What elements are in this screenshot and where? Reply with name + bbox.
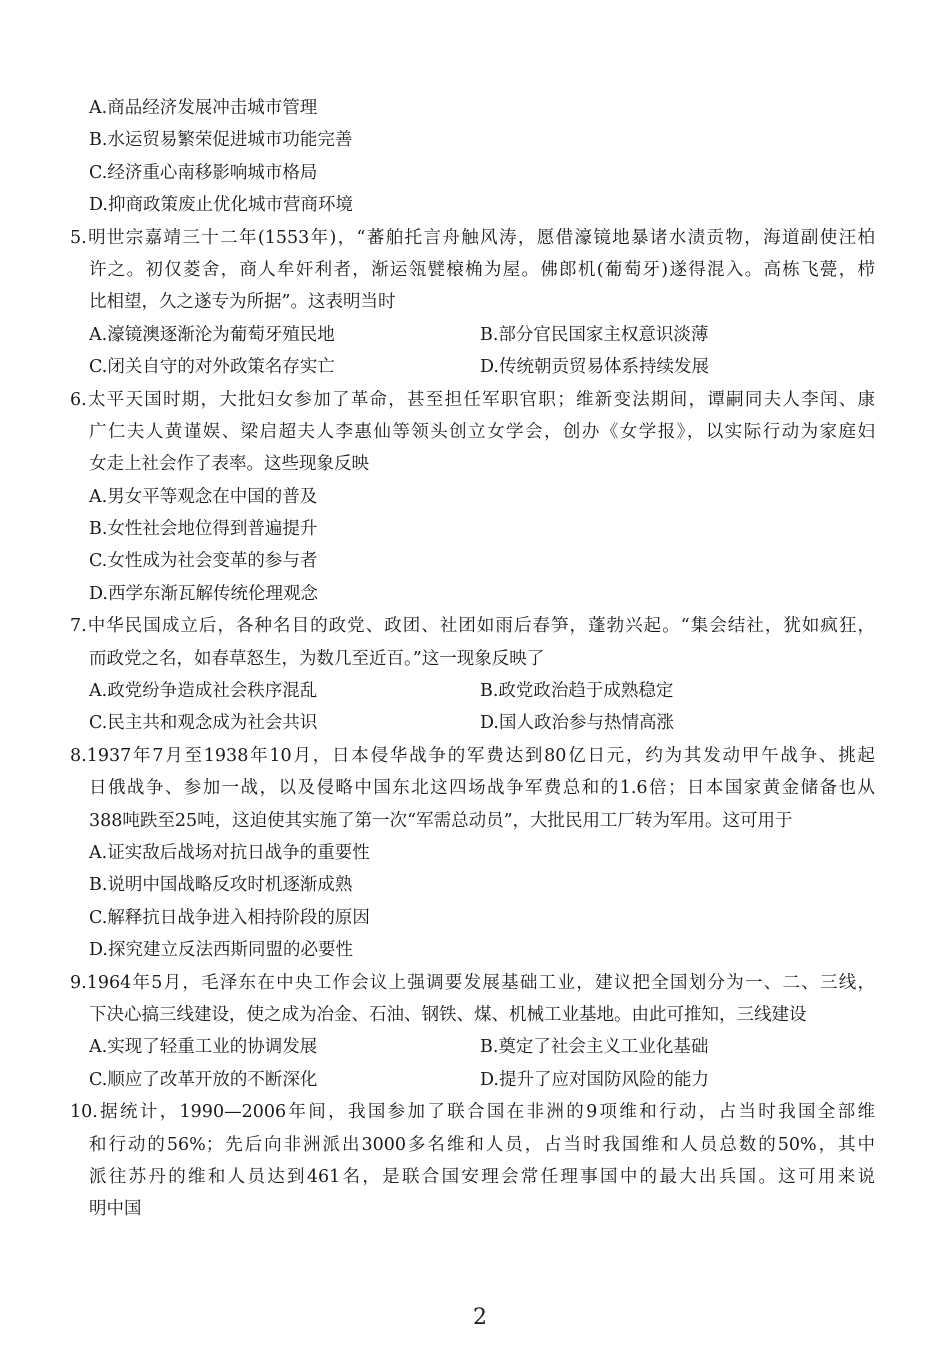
q4-option-c: C.经济重心南移影响城市格局: [89, 162, 318, 183]
q6-option-a: A.男女平等观念在中国的普及: [89, 486, 318, 507]
q8-option-c: C.解释抗日战争进入相持阶段的原因: [89, 907, 370, 928]
q6-stem-line: 女走上社会作了表率。这些现象反映: [89, 454, 369, 475]
q9-options-row: [89, 1064, 950, 1096]
q8-stem-line: 日俄战争、参加一战，以及侵略中国东北这四场战争军费总和的1.6倍；日本国家黄金储备也从: [89, 778, 875, 799]
q5-options-row: [89, 351, 950, 383]
q10-stem-line: 和行动的56%；先后向非洲派出3000多名维和人员，占当时我国维和人员总数的50%，其中: [89, 1134, 875, 1155]
q5-options-row: [89, 319, 950, 351]
q4-option-b: B.水运贸易繁荣促进城市功能完善: [89, 130, 353, 151]
q9-option-d: D.提升了应对国防风险的能力: [480, 1069, 709, 1090]
q9-stem-line: 9.1964年5月，毛泽东在中央工作会议上强调要发展基础工业，建议把全国划分为一、二、三线，: [70, 972, 875, 993]
q6-option-c: C.女性成为社会变革的参与者: [89, 551, 318, 572]
q10-stem-line: 明中国: [89, 1199, 142, 1220]
q8-stem-line: 388吨跌至25吨，这迫使其实施了第一次“军需总动员”，大批民用工厂转为军用。这可用于: [89, 810, 793, 831]
exam-page: [0, 92, 950, 1226]
q8-stem-line: 8.1937年7月至1938年10月，日本侵华战争的军费达到80亿日元，约为其发动甲午战争、挑起: [70, 745, 875, 766]
q7-option-d: D.国人政治参与热情高涨: [480, 713, 674, 734]
q4-option-d: D.抑商政策废止优化城市营商环境: [89, 195, 353, 216]
q9-options-row: [89, 1031, 950, 1063]
q9-stem-line: 下决心搞三线建设，使之成为冶金、石油、钢铁、煤、机械工业基地。由此可推知，三线建设: [89, 1004, 807, 1025]
q6-option-d: D.西学东渐瓦解传统伦理观念: [89, 583, 318, 604]
q5-option-c: C.闭关自守的对外政策名存实亡: [89, 357, 335, 378]
q5-option-b: B.部分官民国家主权意识淡薄: [480, 324, 709, 345]
q7-stem-line: 而政党之名，如春草怒生，为数几至近百。”这一现象反映了: [89, 648, 545, 669]
q7-options-row: [89, 707, 950, 739]
q7-option-a: A.政党纷争造成社会秩序混乱: [89, 681, 318, 702]
q9-option-a: A.实现了轻重工业的协调发展: [89, 1037, 318, 1058]
q6-option-b: B.女性社会地位得到普遍提升: [89, 519, 318, 540]
q5-stem-line: 5.明世宗嘉靖三十二年(1553年)，“蕃舶托言舟触风涛，愿借濠镜地暴诸水渍贡物，海道副使汪柏: [70, 227, 875, 248]
q7-option-b: B.政党政治趋于成熟稳定: [480, 681, 674, 702]
q9-option-b: B.奠定了社会主义工业化基础: [480, 1037, 709, 1058]
q8-option-d: D.探究建立反法西斯同盟的必要性: [89, 940, 353, 961]
q10-stem-line: 派往苏丹的维和人员达到461名，是联合国安理会常任理事国中的最大出兵国。这可用来说: [89, 1166, 875, 1187]
q4-option-a: A.商品经济发展冲击城市管理: [89, 98, 318, 118]
q5-stem-line: 许之。初仅菱舍，商人牟奸利者，渐运瓴甓榱桷为屋。佛郎机(葡萄牙)遂得混入。高栋飞甍，栉: [89, 259, 875, 280]
page-number: 2: [473, 1305, 487, 1330]
q7-stem-line: 7.中华民国成立后，各种名目的政党、政团、社团如雨后春笋，蓬勃兴起。“集会结社，犹如疯狂，: [70, 616, 875, 637]
q7-option-c: C.民主共和观念成为社会共识: [89, 713, 318, 734]
q8-option-b: B.说明中国战略反攻时机逐渐成熟: [89, 875, 353, 896]
q6-stem-line: 广仁夫人黄谨娱、梁启超夫人李惠仙等领头创立女学会，创办《女学报》，以实际行动为家庭妇: [89, 421, 875, 442]
q5-stem-line: 比相望，久之遂专为所据”。这表明当时: [89, 292, 396, 313]
q9-option-c: C.顺应了改革开放的不断深化: [89, 1069, 318, 1090]
q7-options-row: [89, 675, 950, 707]
q6-stem-line: 6.太平天国时期，大批妇女参加了革命，甚至担任军职官职；维新变法期间，谭嗣同夫人李闰、康: [70, 389, 875, 410]
q10-stem-line: 10.据统计，1990—2006年间，我国参加了联合国在非洲的9项维和行动，占当时我国全部维: [70, 1102, 875, 1123]
q5-option-d: D.传统朝贡贸易体系持续发展: [480, 357, 709, 378]
q8-option-a: A.证实敌后战场对抗日战争的重要性: [89, 842, 370, 863]
q5-option-a: A.濠镜澳逐渐沦为葡萄牙殖民地: [89, 324, 335, 345]
